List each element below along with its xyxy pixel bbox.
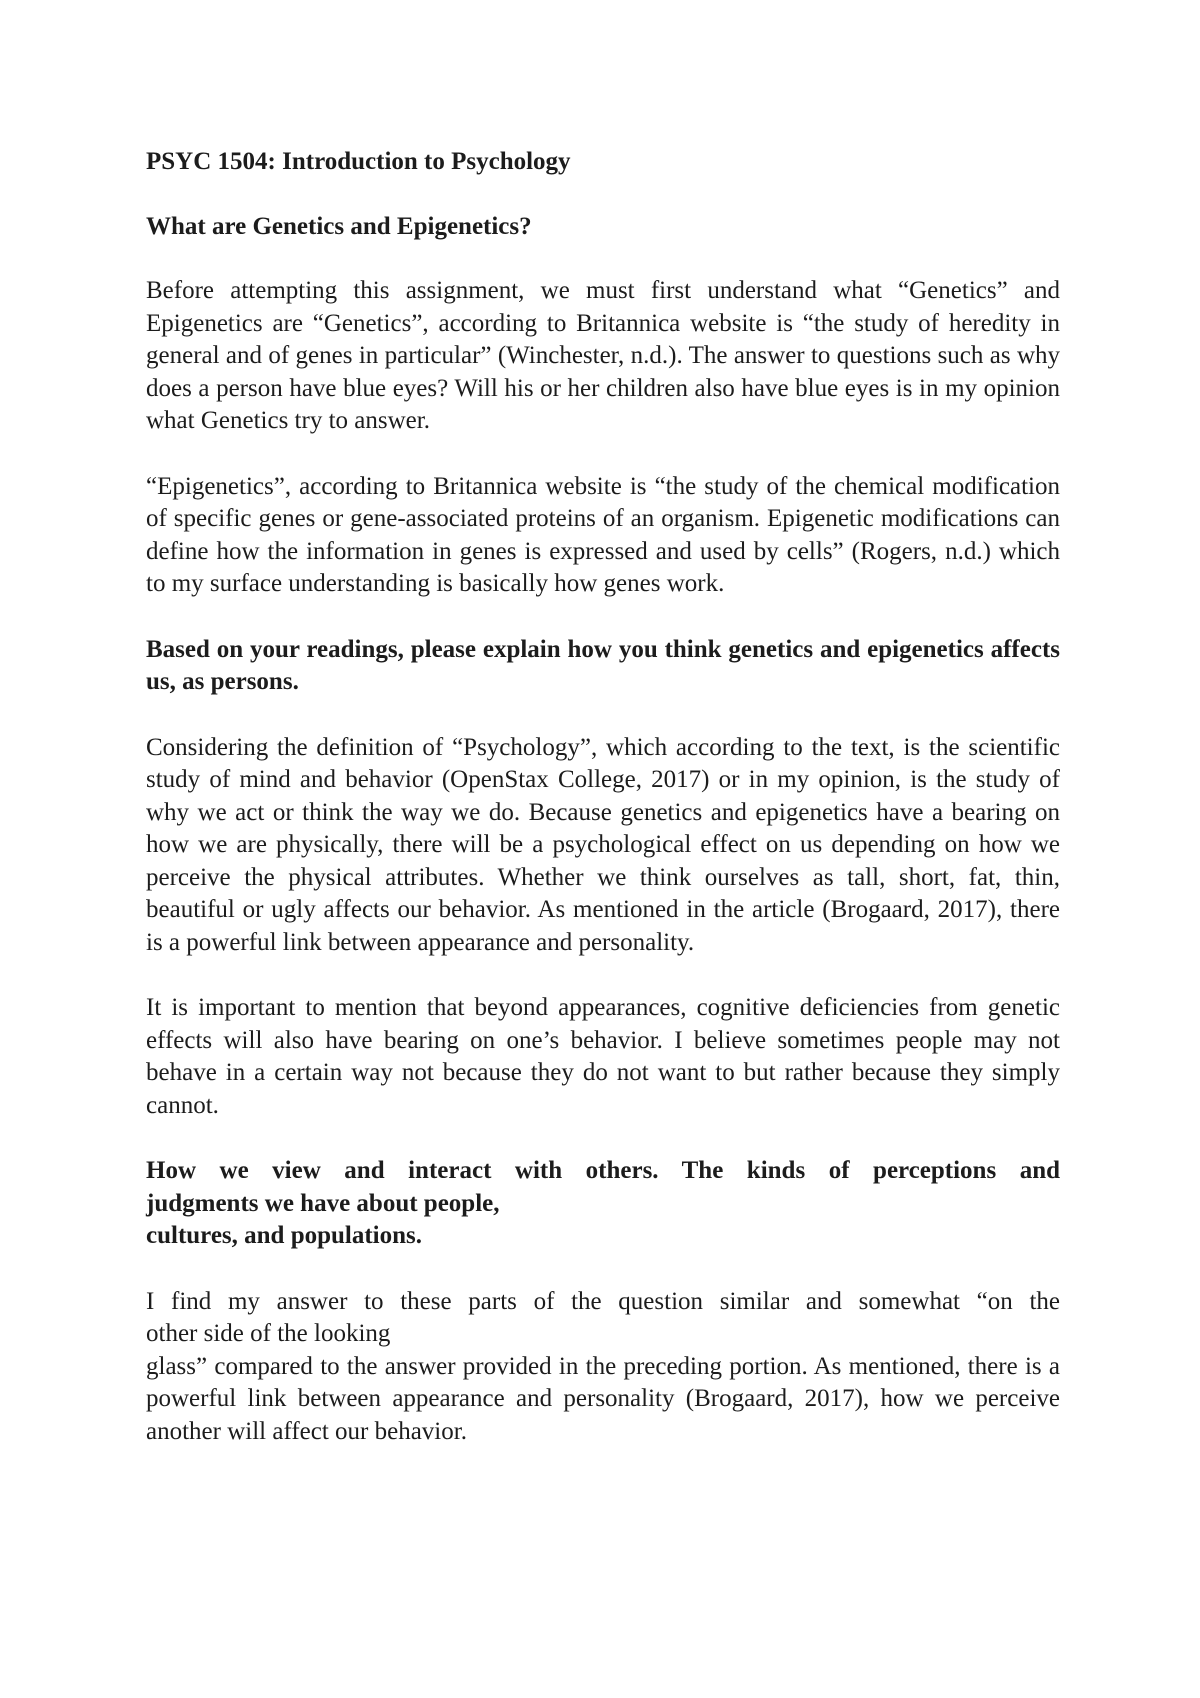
paragraph-epigenetics-definition: “Epigenetics”, according to Britannica website is “the study of the chemical modification of specific genes or gene-associated proteins of an organism. Epigenetic modifications can define how the information in genes is expressed and used by cells” (Rogers, n.d.) which to my surface understanding is basically how genes work. xyxy=(146,472,1060,597)
paragraph-psychology-definition: Considering the definition of “Psychology”, which according to the text, is the scientific study of mind and behavior (OpenStax College, 2017) or in my opinion, is the study of why we act or think the way we do. Because genetics and epigenetics have a bearing on how we are physically, there will be a psychological effect on us depending on how we perceive the physical attributes. Whether we think ourselves as tall, short, fat, thin, beautiful or ugly affects our behavior. As mentioned in the article (Brogaard, 2017), there is a powerful link between appearance and personality. xyxy=(146,733,1060,956)
paragraph-looking-glass xyxy=(146,1286,1060,1449)
question-how-genetics-affects-us: Based on your readings, please explain how you think genetics and epigenetics affects us, as persons. xyxy=(146,635,1060,695)
paragraph-cognitive-deficiencies: It is important to mention that beyond appearances, cognitive deficiencies from genetic effects will also have bearing on one’s behavior. I believe sometimes people may not behave in a certain way not because they do not want to but rather because they simply cannot. xyxy=(146,994,1060,1119)
paragraph-genetics-definition: Before attempting this assignment, we must first understand what “Genetics” and Epigenetics are “Genetics”, according to Britannica website is “the study of heredity in general and of genes in particular” (Winchester, n.d.). The answer to questions such as why does a person have blue eyes? Will his or her children also have blue eyes is in my opinion what Genetics try to answer. xyxy=(146,277,1060,434)
question2-line1: How we view and interact with others. The kinds of perceptions and xyxy=(146,1157,1060,1184)
course-title: PSYC 1504: Introduction to Psychology xyxy=(146,148,571,175)
question-view-and-interact xyxy=(146,1155,1060,1253)
question2-line3: cultures, and populations. xyxy=(146,1222,423,1249)
document-page xyxy=(146,146,1060,1481)
section-heading-genetics: What are Genetics and Epigenetics? xyxy=(146,212,532,240)
para5-rest: glass” compared to the answer provided in the preceding portion. As mentioned, there is a powerful link between appearance and personality (Brogaard, 2017), how we perceive another will affect our behavior. xyxy=(146,1352,1060,1445)
para5-line2: other side of the looking xyxy=(146,1320,391,1347)
para5-line1: I find my answer to these parts of the question similar and somewhat “on the xyxy=(146,1287,1060,1315)
question2-line2: judgments we have about people, xyxy=(146,1189,500,1217)
